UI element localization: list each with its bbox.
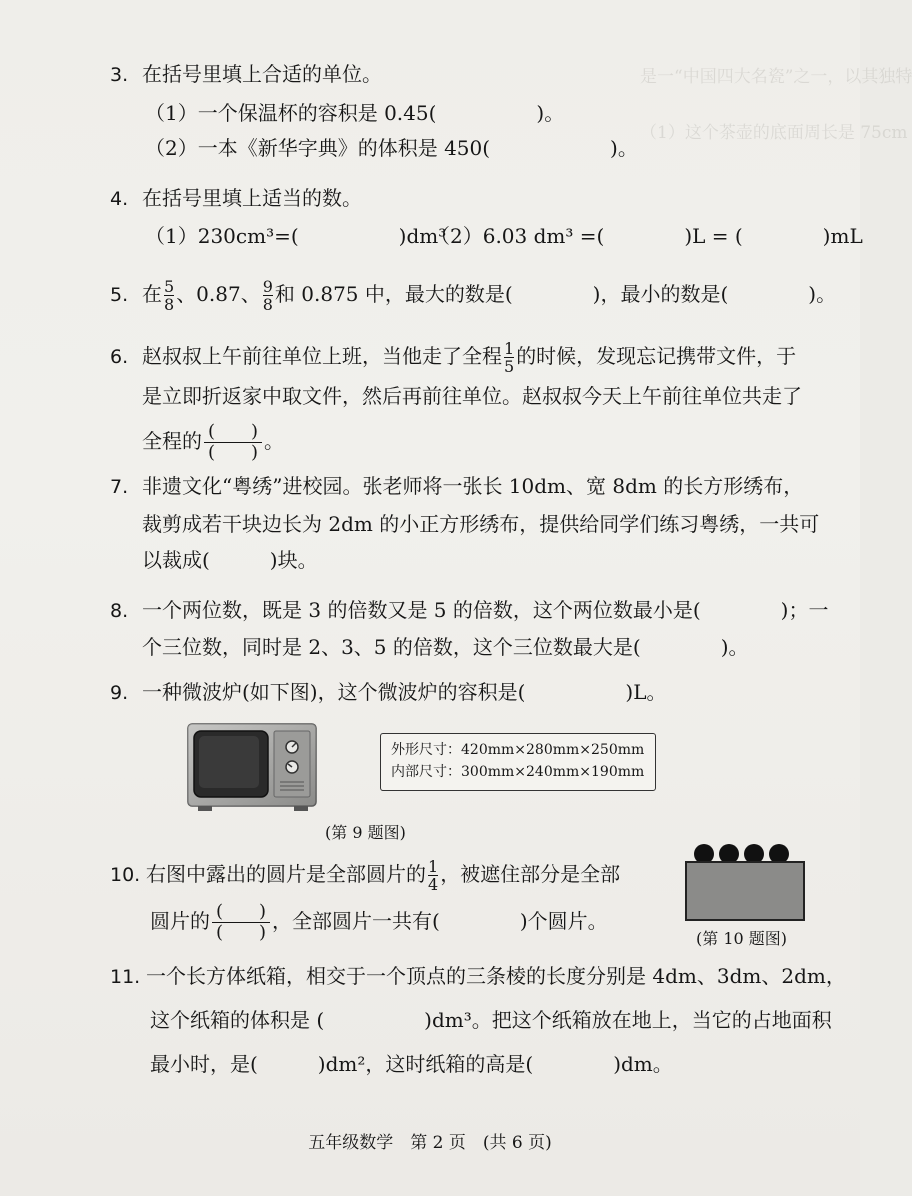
q7-line-2: 裁剪成若干块边长为 2dm 的小正方形绣布，提供给同学们练习粤绣，一共可 — [142, 512, 820, 536]
question-text: 赵叔叔上午前往单位上班，当他走了全程 — [142, 344, 502, 368]
question-4 — [110, 184, 362, 213]
question-text: ，被遮住部分是全部 — [440, 862, 621, 886]
denominator: 4 — [428, 875, 439, 894]
fraction-5-8 — [164, 278, 174, 313]
q3-part-1: （1）一个保温杯的容积是 0.45( )。 — [145, 101, 565, 125]
denominator: 8 — [164, 295, 175, 314]
question-6 — [110, 340, 796, 375]
q6-line-2: 是立即折返家中取文件，然后再前往单位。赵叔叔今天上午前往单位共走了 — [142, 384, 802, 408]
question-number: 11. — [110, 966, 141, 988]
question-text: ，全部圆片一共有( )个圆片。 — [272, 909, 608, 933]
answer-fraction-blank[interactable] — [204, 422, 262, 463]
question-text: 非遗文化“粤绣”进校园。张老师将一张长 10dm、宽 8dm 的长方形绣布， — [142, 474, 804, 498]
q10-line-2 — [150, 902, 608, 943]
fraction-1-5 — [504, 340, 514, 375]
figure-9-caption: (第 9 题图) — [325, 823, 406, 842]
cover-card — [686, 862, 804, 920]
q4-part-2: （2）6.03 dm³ =( )L = ( )mL — [430, 224, 863, 248]
denominator: 8 — [262, 295, 273, 314]
q11-line-3: 最小时，是( )dm²，这时纸箱的高是( )dm。 — [150, 1052, 673, 1076]
question-9 — [110, 678, 667, 707]
q6-line-3 — [142, 422, 284, 463]
q11-line-2: 这个纸箱的体积是 ( )dm³。把这个纸箱放在地上，当它的占地面积 — [150, 1008, 832, 1032]
microwave-image — [186, 722, 320, 814]
question-5 — [110, 278, 836, 313]
question-text: 一种微波炉(如下图)，这个微波炉的容积是( )L。 — [142, 680, 667, 704]
numerator: 1 — [504, 339, 515, 358]
question-text: 在括号里填上适当的数。 — [142, 186, 362, 210]
numerator-blank[interactable]: ( ) — [208, 421, 259, 442]
question-number: 9. — [110, 682, 129, 704]
question-number: 3. — [110, 64, 129, 86]
fraction-9-8 — [263, 278, 273, 313]
numerator-blank[interactable]: ( ) — [216, 901, 267, 922]
question-7 — [110, 472, 803, 501]
question-number: 4. — [110, 188, 129, 210]
outer-dimensions: 外形尺寸：420mm×280mm×250mm — [391, 742, 645, 758]
question-text: 全程的 — [142, 429, 202, 453]
page-footer: 五年级数学 第 2 页 (共 6 页) — [308, 1133, 552, 1153]
question-text: 和 0.875 中，最大的数是( )，最小的数是( )。 — [274, 282, 837, 306]
numerator: 9 — [262, 277, 273, 296]
question-8 — [110, 596, 828, 625]
question-text: 。 — [264, 429, 285, 453]
q3-part-2: （2）一本《新华字典》的体积是 450( )。 — [145, 136, 638, 160]
question-11 — [110, 962, 846, 991]
question-text: 在 — [142, 282, 162, 306]
question-3 — [110, 60, 382, 89]
inner-dimensions: 内部尺寸：300mm×240mm×190mm — [391, 764, 645, 780]
question-number: 8. — [110, 600, 129, 622]
figure-10-image — [684, 840, 808, 924]
answer-fraction-blank[interactable] — [212, 902, 270, 943]
question-text: 、0.87、 — [176, 282, 261, 306]
numerator: 5 — [164, 277, 175, 296]
question-text: 一个两位数，既是 3 的倍数又是 5 的倍数，这个两位数最小是( )；一 — [142, 598, 829, 622]
numerator: 1 — [428, 857, 439, 876]
q4-part-1: （1）230cm³=( )dm³ — [145, 224, 447, 248]
bleed-through-text: （1）这个茶壶的底面周长是 75cm — [640, 123, 908, 143]
question-number: 10. — [110, 864, 141, 886]
denominator-blank[interactable]: ( ) — [216, 922, 267, 943]
bleed-through-text: 是一“中国四大名瓷”之一，以其独特 — [640, 67, 912, 87]
q8-line-2: 个三位数，同时是 2、3、5 的倍数，这个三位数最大是( )。 — [142, 635, 749, 659]
question-text: 的时候，发现忘记携带文件，于 — [516, 344, 797, 368]
question-number: 5. — [110, 284, 129, 306]
figure-10-caption: (第 10 题图) — [696, 929, 788, 948]
q7-line-3: 以裁成( )块。 — [142, 548, 318, 572]
question-10 — [110, 858, 620, 893]
question-number: 6. — [110, 346, 129, 368]
question-text: 一个长方体纸箱，相交于一个顶点的三条棱的长度分别是 4dm、3dm、2dm， — [146, 964, 846, 988]
denominator-blank[interactable]: ( ) — [208, 442, 259, 463]
question-number: 7. — [110, 476, 129, 498]
microwave-spec-box — [380, 733, 656, 791]
question-text: 右图中露出的圆片是全部圆片的 — [146, 862, 426, 886]
question-text: 圆片的 — [150, 909, 210, 933]
fraction-1-4 — [428, 858, 438, 893]
question-text: 在括号里填上合适的单位。 — [142, 62, 382, 86]
denominator: 5 — [504, 357, 515, 376]
